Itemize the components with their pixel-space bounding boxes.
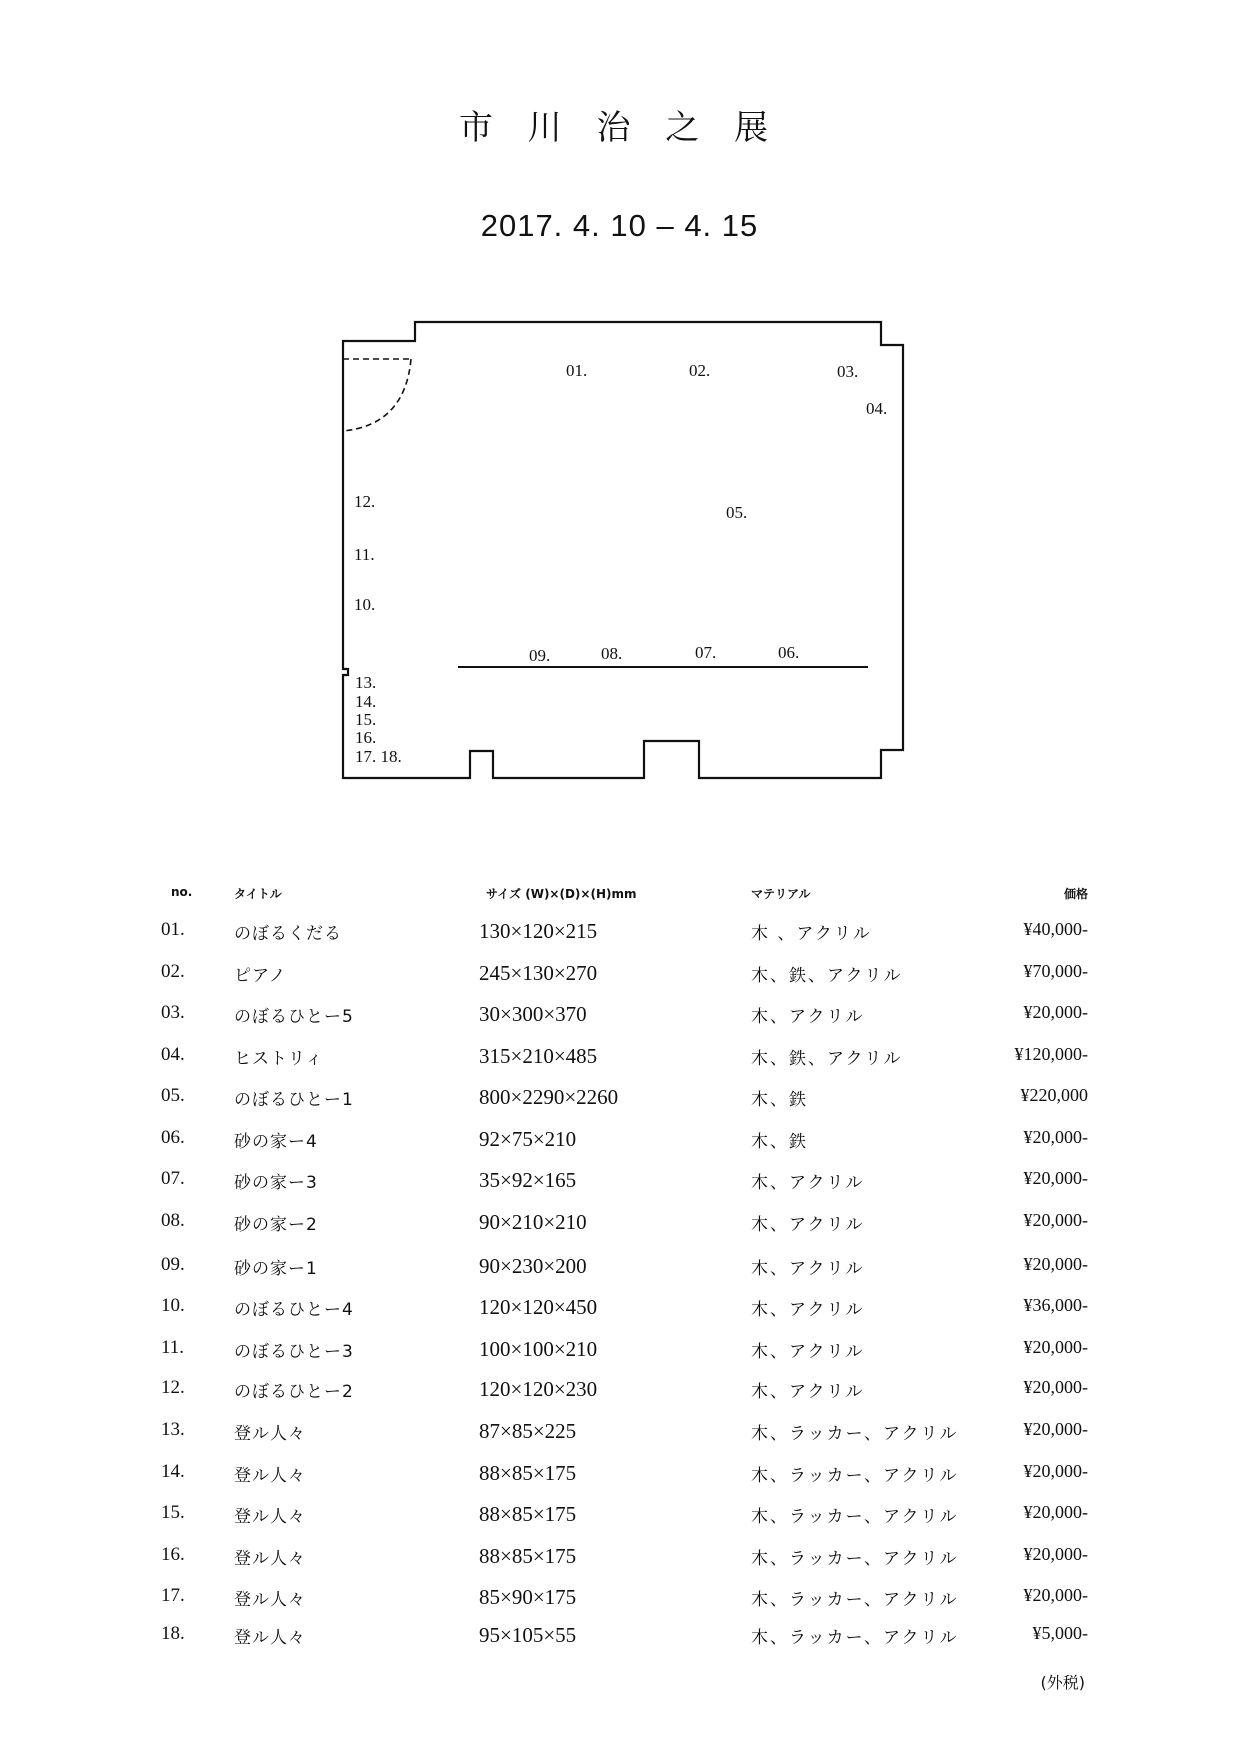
row-number: 07. [161,1168,185,1189]
plan-label-10: 10. [354,595,376,614]
plan-label-17-18: 17. 18. [355,747,402,766]
row-material: 木、アクリル [751,1007,865,1027]
row-size: 90×230×200 [479,1254,587,1278]
row-size: 800×2290×2260 [479,1085,619,1109]
row-size: 120×120×450 [479,1295,598,1319]
plan-label-06: 06. [778,643,800,662]
row-number: 04. [161,1044,185,1065]
plan-label-13: 13. [355,673,377,692]
row-title: 登ル人々 [234,1507,306,1527]
exhibition-title: 市 川 治 之 展 [458,108,781,148]
row-material: 木、ラッカー、アクリル [751,1507,959,1527]
row-number: 11. [161,1337,185,1358]
row-size: 30×300×370 [479,1002,587,1026]
door-swing-arc [343,359,411,431]
row-size: 130×120×215 [479,919,598,943]
row-number: 14. [161,1461,185,1482]
row-size: 88×85×175 [479,1544,577,1568]
row-number: 01. [161,919,185,940]
row-material: 木、ラッカー、アクリル [751,1549,959,1569]
row-number: 16. [161,1544,185,1565]
row-number: 06. [161,1127,185,1148]
plan-label-01: 01. [566,361,588,380]
header-material: マテリアル [751,887,811,901]
row-title: 登ル人々 [234,1590,306,1610]
row-material: 木、ラッカー、アクリル [751,1466,959,1486]
row-size: 315×210×485 [479,1044,598,1068]
row-size: 87×85×225 [479,1419,577,1443]
row-number: 12. [161,1377,185,1398]
row-price: ¥20,000- [1023,1002,1088,1022]
row-size: 100×100×210 [479,1337,598,1361]
row-material: 木、アクリル [751,1173,865,1193]
plan-label-11: 11. [354,545,375,564]
row-material: 木、アクリル [751,1342,865,1362]
row-number: 09. [161,1254,185,1275]
plan-label-04: 04. [866,399,888,418]
row-price: ¥20,000- [1023,1585,1088,1605]
row-price: ¥20,000- [1023,1502,1088,1522]
plan-label-16: 16. [355,728,377,747]
plan-label-15: 15. [355,710,377,729]
row-material: 木、鉄、アクリル [751,1049,903,1069]
row-title: のぼるひとー4 [234,1300,354,1320]
row-number: 15. [161,1502,185,1523]
row-size: 92×75×210 [479,1127,577,1151]
row-number: 08. [161,1210,185,1231]
row-size: 88×85×175 [479,1502,577,1526]
row-number: 05. [161,1085,185,1106]
plan-label-02: 02. [689,361,711,380]
plan-label-12: 12. [354,492,376,511]
row-title: 登ル人々 [234,1466,306,1486]
row-price: ¥20,000- [1023,1210,1088,1230]
row-title: のぼるひとー2 [234,1382,354,1402]
tax-note: (外税) [1040,1673,1085,1692]
row-price: ¥5,000- [1032,1623,1088,1643]
gallery-wall-outline [343,322,903,778]
row-title: のぼるひとー5 [234,1007,354,1027]
row-title: 登ル人々 [234,1549,306,1569]
row-title: のぼるくだる [234,924,342,944]
row-material: 木、アクリル [751,1215,865,1235]
row-size: 35×92×165 [479,1168,577,1192]
row-size: 85×90×175 [479,1585,577,1609]
row-price: ¥20,000- [1023,1461,1088,1481]
row-price: ¥220,000 [1020,1085,1088,1105]
row-price: ¥20,000- [1023,1544,1088,1564]
row-size: 95×105×55 [479,1623,577,1647]
header-size: サイズ (W)×(D)×(H)mm [486,887,637,901]
row-price: ¥20,000- [1023,1337,1088,1357]
header-no: no. [171,885,193,899]
row-title: 登ル人々 [234,1424,306,1444]
row-size: 88×85×175 [479,1461,577,1485]
row-title: 登ル人々 [234,1628,306,1648]
row-title: 砂の家ー1 [234,1259,318,1279]
row-material: 木、アクリル [751,1382,865,1402]
row-size: 90×210×210 [479,1210,587,1234]
row-price: ¥20,000- [1023,1377,1088,1397]
header-title: タイトル [234,887,282,901]
row-title: 砂の家ー3 [234,1173,318,1193]
row-number: 18. [161,1623,185,1644]
row-title: 砂の家ー2 [234,1215,318,1235]
row-price: ¥20,000- [1023,1419,1088,1439]
row-material: 木、鉄 [751,1132,808,1152]
row-title: ピアノ [234,966,287,986]
row-title: のぼるひとー1 [234,1090,354,1110]
row-material: 木、鉄 [751,1090,808,1110]
row-title: ヒストリィ [234,1049,324,1069]
row-title: 砂の家ー4 [234,1132,318,1152]
row-size: 245×130×270 [479,961,598,985]
header-price: 価格 [1063,887,1088,901]
row-price: ¥120,000- [1014,1044,1088,1064]
row-number: 02. [161,961,185,982]
row-number: 03. [161,1002,185,1023]
row-material: 木、アクリル [751,1259,865,1279]
row-material: 木、ラッカー、アクリル [751,1590,959,1610]
row-price: ¥36,000- [1023,1295,1088,1315]
row-number: 10. [161,1295,185,1316]
plan-label-03: 03. [837,362,859,381]
row-price: ¥20,000- [1023,1254,1088,1274]
row-material: 木、アクリル [751,1300,865,1320]
row-material: 木、ラッカー、アクリル [751,1424,959,1444]
row-size: 120×120×230 [479,1377,598,1401]
row-number: 17. [161,1585,185,1606]
floor-plan [0,0,1239,800]
plan-label-09: 09. [529,646,551,665]
row-price: ¥40,000- [1023,919,1088,939]
row-price: ¥20,000- [1023,1127,1088,1147]
plan-label-07: 07. [695,643,717,662]
row-title: のぼるひとー3 [234,1342,354,1362]
plan-label-05: 05. [726,503,748,522]
row-material: 木 、アクリル [751,924,872,944]
row-material: 木、ラッカー、アクリル [751,1628,959,1648]
row-number: 13. [161,1419,185,1440]
exhibition-dates: 2017. 4. 10 – 4. 15 [480,208,759,243]
plan-label-14: 14. [355,692,377,711]
row-material: 木、鉄、アクリル [751,966,903,986]
row-price: ¥70,000- [1023,961,1088,981]
plan-label-08: 08. [601,644,623,663]
row-price: ¥20,000- [1023,1168,1088,1188]
